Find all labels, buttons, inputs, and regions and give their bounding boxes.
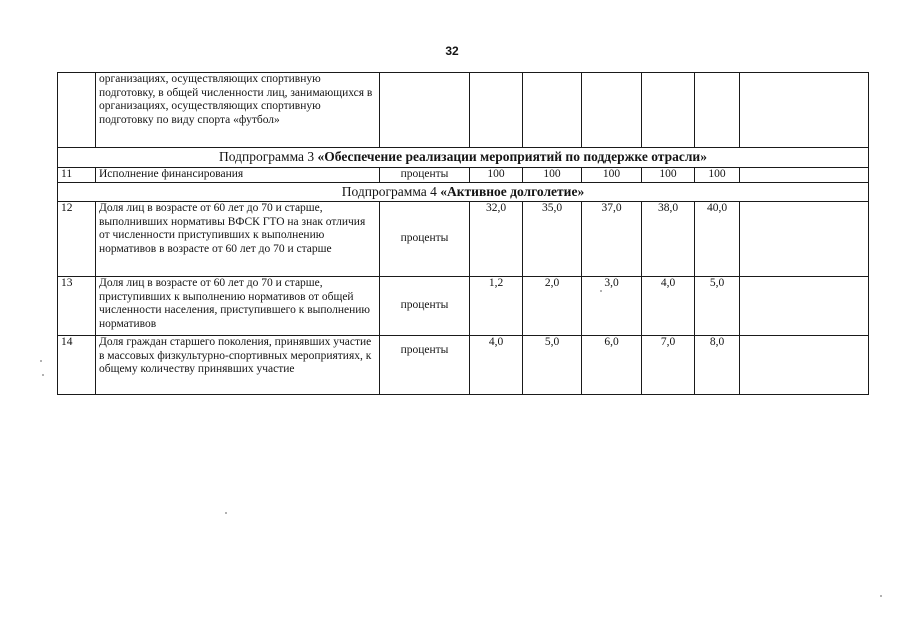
table-row-continued <box>58 73 869 148</box>
subprogram-3-header <box>58 148 869 168</box>
unit-text: проценты <box>400 344 449 356</box>
table-row-13 <box>58 277 869 336</box>
indicator-description: Доля граждан старшего поколения, принявших участие в массовых физкультурно-спортивных мероприятиях, к общему количеству принявших участие <box>96 336 380 395</box>
value-cell <box>523 73 582 148</box>
row-number: 12 <box>58 202 96 277</box>
value-cell: 2,0 <box>523 277 582 336</box>
subprogram-3-title: «Обеспечение реализации мероприятий по поддержке отрасли» <box>317 149 707 164</box>
value-cell: 4,0 <box>642 277 695 336</box>
row-number: 11 <box>58 168 96 183</box>
value-cell: 8,0 <box>695 336 740 395</box>
scan-speck <box>225 512 227 514</box>
value-cell: 35,0 <box>523 202 582 277</box>
value-cell: 100 <box>470 168 523 183</box>
page-number: 32 <box>445 44 459 58</box>
indicator-description: Исполнение финансирования <box>96 168 380 183</box>
value-cell: 100 <box>642 168 695 183</box>
table-row-11 <box>58 168 869 183</box>
value-cell: 100 <box>523 168 582 183</box>
row-number-cell <box>58 73 96 148</box>
value-cell: 7,0 <box>642 336 695 395</box>
extra-cell <box>740 277 869 336</box>
value-cell: 1,2 <box>470 277 523 336</box>
unit-cell: проценты <box>380 277 470 336</box>
scan-speck <box>600 290 602 292</box>
value-cell: 100 <box>582 168 642 183</box>
table-row-14 <box>58 336 869 395</box>
value-cell: 38,0 <box>642 202 695 277</box>
value-cell <box>582 73 642 148</box>
row-number: 14 <box>58 336 96 395</box>
table-row-12 <box>58 202 869 277</box>
unit-cell <box>380 336 470 395</box>
value-cell: 3,0 <box>582 277 642 336</box>
value-cell <box>695 73 740 148</box>
row-number: 13 <box>58 277 96 336</box>
value-cell: 5,0 <box>695 277 740 336</box>
value-cell <box>642 73 695 148</box>
indicators-table <box>57 72 869 395</box>
scan-speck <box>42 374 44 376</box>
indicator-description: Доля лиц в возрасте от 60 лет до 70 и старше, приступивших к выполнению нормативов от общей численности населения, приступившего к выполнению нормативов <box>96 277 380 336</box>
indicator-description: организациях, осуществляющих спортивную подготовку, в общей численности лиц, занимающихся в организациях, осуществляющих спортивную подготовку по виду спорта «футбол» <box>96 73 380 148</box>
subprogram-header-row <box>58 148 869 168</box>
extra-cell <box>740 336 869 395</box>
subprogram-4-prefix: Подпрограмма 4 <box>341 184 441 199</box>
value-cell: 4,0 <box>470 336 523 395</box>
unit-cell: проценты <box>380 202 470 277</box>
subprogram-4-header <box>58 183 869 202</box>
subprogram-4-title: «Активное долголетие» <box>440 184 585 199</box>
subprogram-header-row <box>58 183 869 202</box>
unit-cell: проценты <box>380 168 470 183</box>
value-cell: 40,0 <box>695 202 740 277</box>
value-cell: 100 <box>695 168 740 183</box>
value-cell: 37,0 <box>582 202 642 277</box>
extra-cell <box>740 202 869 277</box>
scan-speck <box>880 595 882 597</box>
value-cell: 6,0 <box>582 336 642 395</box>
subprogram-3-prefix: Подпрограмма 3 <box>219 149 318 164</box>
value-cell <box>470 73 523 148</box>
extra-cell <box>740 168 869 183</box>
unit-cell <box>380 73 470 148</box>
scan-speck <box>40 360 42 362</box>
extra-cell <box>740 73 869 148</box>
indicator-description: Доля лиц в возрасте от 60 лет до 70 и старше, выполнивших нормативы ВФСК ГТО на знак отличия от численности приступивших к выполнению нормативов в возрасте от 60 лет до 70 и старше <box>96 202 380 277</box>
value-cell: 5,0 <box>523 336 582 395</box>
value-cell: 32,0 <box>470 202 523 277</box>
